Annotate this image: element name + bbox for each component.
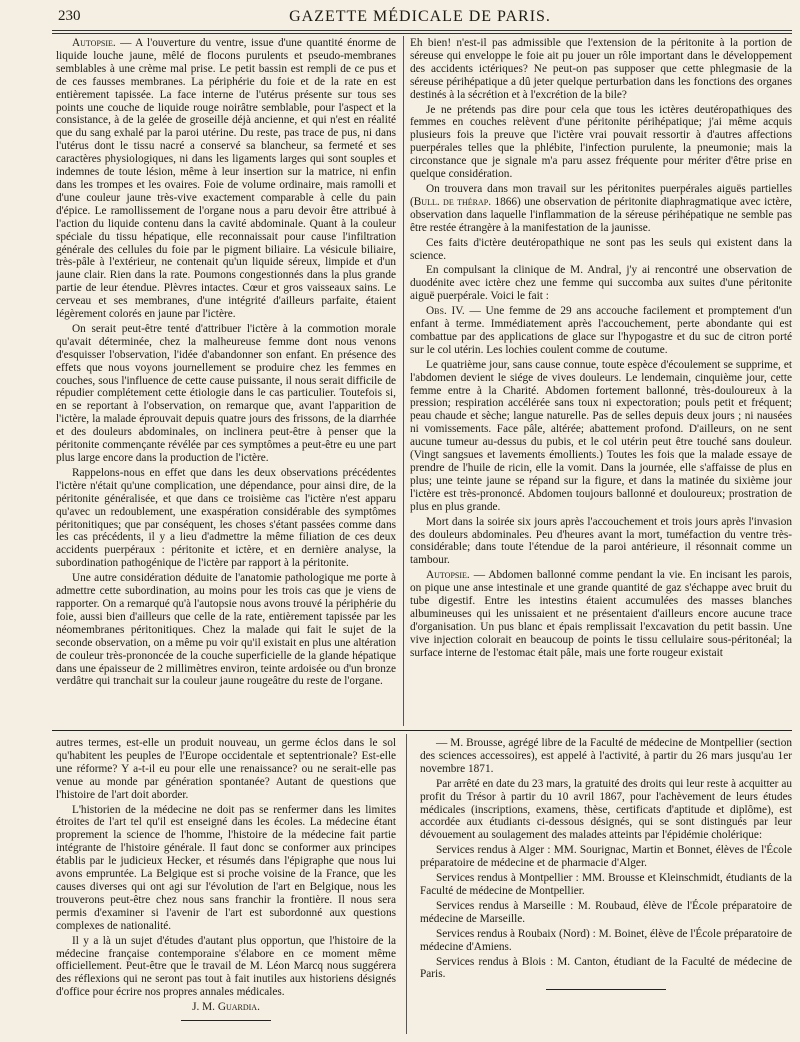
paragraph-autopsy [56,37,396,321]
news-item: Services rendus à Blois : M. Canton, étudiant de la Faculté de médecine de Paris. [420,955,792,981]
paragraph-text: — A l'ouverture du ventre, issue d'une quantité énorme de liquide louche jaune, mêlé de flocons purulents et pseudo-membranes semblables à une crème mal prise. Le petit bassin est rempli de ce pus et de ces fausses membranes. La périphérie du foie et de la rate en est entièrement tapissée. La face interne de l'utérus présente sur tous ses points une couche de liquide rouge noirâtre semblable, pour l'aspect et la consistance, à de la gelée de groseille déjà ancienne, et qui n'est en réalité que du sang exhalé par la paroi utérine. Du reste, pas trace de pus, ni dans l'utérus dont le tissu nacré a conservé sa blancheur, sa fermeté et ses caractères physiologiques, ni dans les ligaments larges qui sont souples et indemnes de toute lésion, même à leur insertion sur la matrice, ni enfin dans les trompes et les ovaires. Foie de volume ordinaire, mais ramolli et d'une couleur jaune très-vive exactement comparable à celle du pain d'épice. Le ramollissement de l'organe nous a paru devoir être attribué à l'action du liquide contenu dans la cavité abdominale. Quant à la couleur spéciale du tissu hépatique, elle reconnaissait pour cause l'infiltration générale des cellules du foie par le pigment biliaire. La vésicule biliaire, très-pâle à l'extérieur, ne contenait qu'un liquide séreux, limpide et d'un jaune clair. Rien dans la rate. Poumons congestionnés dans la plus grande partie de leur étendue. Plèvres intactes. Cœur et gros vaisseaux sains. Le cerveau et ses membranes, d'une intégrité d'ailleurs parfaite, étaient légèrement colorés en jaune par l'ictère. [56,37,396,321]
article-column-left [56,37,396,725]
news-item: Par arrêté en date du 23 mars, la gratuité des droits qui leur reste à acquitter au profit du Trésor à partir du 10 avril 1867, pour l'achèvement de leurs études médicales (inscriptions, examens, thèse, certificats d'aptitude et diplôme), est accordée aux étudiants ci-dessous désignés, qui se sont distingués par leur dévouement au soulagement des malades atteints par l'épidémie cholérique: [420,777,792,842]
page-number: 230 [58,8,81,24]
header-rule-2 [52,33,792,34]
paragraph-text: On trouvera dans mon travail sur les péritonites puerpérales aiguës partielles ( [410,182,792,208]
author-signature: J. M. Guardia. [192,1001,260,1014]
paragraph: L'historien de la médecine ne doit pas se renfermer dans les limites étroites de l'art tel qu'il est enseigné dans les écoles. La médecine étant proprement la science de l'homme, l'histoire de la médecine fait partie intégrante de l'histoire générale. Il faut donc se conformer aux principes établis par le judicieux Hecker, et résumés dans l'épigraphe que nous lui avons empruntée. La Belgique est si proche voisine de la France, que les causes diverses qui ont agi sur l'évolution de l'art en Belgique, nous les trouverons peut-être chez nous sans franchir la frontière. Il nous sera permis d'examiner si l'avenir de l'art est subordonné aux questions complexes de nationalité. [56,803,396,932]
paragraph-text: — Abdomen ballonné comme pendant la vie. En incisant les parois, on pique une anse intestinale et une grande quantité de gaz s'échappe avec bruit du tube digestif. Entre les intestins étaient accumulées des masses blanches albumineuses qui les unissaient et ne présentaient d'ailleurs encore aucune trace d'organisation. Un pus blanc et épais remplissait l'excavation du petit bassin. Une vive injection colorait en beaucoup de points le tissu cellulaire sous-péritonéal; la surface interne de l'estomac était pâle, mais une forte rougeur existait [410,569,792,659]
news-item: Services rendus à Alger : MM. Sourignac, Martin et Bonnet, élèves de l'École préparatoire de médecine et de pharmacie d'Alger. [420,844,792,870]
paragraph: Il y a là un sujet d'études d'autant plus opportun, que l'histoire de la médecine française contemporaine s'élabore en ce moment même officiellement. Peut-être que le travail de M. Léon Marcq nous suggérera des réflexions qui ne seront pas tout à fait inutiles aux historiens désignés d'office pour écrire nos propres annales médicales. [56,934,396,999]
end-rule [546,989,666,990]
paragraph-reference [410,183,792,235]
observation-label: Obs. IV. [426,305,465,318]
news-item: Services rendus à Montpellier : MM. Brousse et Kleinschmidt, étudiants de la Faculté de médecine de Montpellier. [420,872,792,897]
news-item: Services rendus à Marseille : M. Roubaud, élève de l'École préparatoire de médecine de Marseille. [420,899,792,925]
paragraph: On serait peut-être tenté d'attribuer l'ictère à la commotion morale qu'avait déterminée, chez la malheureuse femme dont nous venons d'esquisser l'observation, l'idée d'abandonner son enfant. En présence des effets que nous voyons journellement se produire chez les femmes en couches, sous l'influence de cette cause puissante, il nous serait difficile de répudier complétement cette étiologie dans le cas particulier. Toutefois si, en se reportant à l'observation, on remarque que, avant l'apparition de l'ictère, la malade éprouvait depuis quatre jours des frissons, de la diarrhée et des douleurs abdominales, on inclinera peut-être à penser que la péritonite commençante révélée par ces symptômes a peut-être eu une part plus large encore dans la production de l'ictère. [56,322,396,464]
paragraph: autres termes, est-elle un produit nouveau, un germe éclos dans le sol qu'habitent les peuples de l'Europe occidentale et septentrionale? Est-elle une réforme? Y a-t-il eu pour elle une renaissance? ou ne serait-elle pas venue au monde par génération spontanée? Autant de questions que l'histoire de l'art doit aborder. [56,737,396,801]
autopsy-label: Autopsie. [72,37,116,49]
journal-title: GAZETTE MÉDICALE DE PARIS. [289,8,551,25]
paragraph: Mort dans la soirée six jours après l'accouchement et trois jours après l'invasion des douleurs abdominales. Peu d'heures avant la mort, tuméfaction du ventre très-considérable; dans toute l'étendue de la paroi antérieure, il résonnait comme un tambour. [410,515,792,567]
news-item: — M. Brousse, agrégé libre de la Faculté de médecine de Montpellier (section des sciences accessoires), est appelé à l'activité, à partir du 26 mars jusqu'au 1er novembre 1871. [420,737,792,775]
paragraph-observation [410,305,792,357]
news-item: Services rendus à Roubaix (Nord) : M. Boinet, élève de l'École préparatoire de médecine d'Amiens. [420,927,792,953]
paragraph: Ces faits d'ictère deutéropathique ne sont pas les seuls qui existent dans la science. [410,236,792,262]
paragraph-text: — Une femme de 29 ans accouche facilement et promptement d'un enfant à terme. Immédiatement après l'accouchement, perte abondante qui est combattue par des applications de glace sur l'hypogastre et du suc de citron porté sur le col utérin. Les lochies coulent comme de coutume. [410,305,792,356]
header-rule [52,30,792,31]
paragraph: Une autre considération déduite de l'anatomie pathologique me porte à admettre cette subordination, au moins pour les trois cas que je viens de rapporter. On a remarqué qu'à l'autopsie nous avons trouvé la périphérie du foie, aussi bien d'ailleurs que celle de la rate, entièrement tapissée par les néomembranes péritonitiques. Chez la malade qui fait le sujet de la seconde observation, on a même pu voir qu'il existait en plus une altération de couleur très-prononcée de la couche superficielle de la glande hépatique dans une épaisseur de 2 millimètres environ, teinte ardoisée ou d'un bronze verdâtre qui tranchait sur la couleur jaune rougeâtre du reste de l'organe. [56,572,396,688]
journal-reference: Bull. de thérap. [413,195,492,208]
end-rule [181,1020,271,1021]
article-column-right [410,37,792,725]
paragraph-text: 1866) une observation de péritonite diaphragmatique avec ictère, observation dans laquelle l'inflammation de la séreuse périhépatique ne semble pas être restée étrangère à la manifestation de la jaunisse. [410,195,792,234]
paragraph: Je ne prétends pas dire pour cela que tous les ictères deutéropathiques des femmes en couches relèvent d'une péritonite périhépatique; j'ai même acquis plusieurs fois la preuve que l'ictère vrai pouvait ressortir à d'autres affections puerpérales telles que la phlébite, l'infection purulente, la pneumonie; mais la circonstance que je signale m'a paru assez fréquente pour mériter d'être prise en quelque considération. [410,103,792,181]
paragraph: Eh bien! n'est-il pas admissible que l'extension de la péritonite à la portion de séreuse qui enveloppe le foie ait pu jouer un rôle important dans le développement des accidents ictériques? Ne peut-on pas supposer que cette phlegmasie de la séreuse périhépatique a dû jeter quelque perturbation dans les fonctions des organes destinés à la sécrétion et à l'excrétion de la bile? [410,37,792,101]
paragraph-autopsy [410,569,792,659]
paragraph: Le quatrième jour, sans cause connue, toute espèce d'écoulement se supprime, et l'abdomen devient le siége de vives douleurs. Le lendemain, cinquième jour, cette femme entre à la Charité. Abdomen fortement ballonné, très-douloureux à la pression; respiration accélérée sans toux ni expectoration; pouls petit et fréquent; peau chaude et sèche; langue naturelle. Pas de selles depuis deux jours ; ni nausées ni vomissements. Face pâle, altérée; abattement profond. D'ailleurs, on ne sent aucune tumeur au-dessus du pubis, et le col utérin peut être touché sans douleur. (Vingt sangsues et lavements émollients.) Toutes les fois que la malade essaye de prendre de l'huile de ricin, elle la vomit. Dans la journée, elle s'affaisse de plus en plus; une teinte jaune se répand sur la figure, et dans la matinée du sixième jour l'ictère est très-prononcé. Abdomen toujours ballonné et douloureux; prostration de plus en plus grande. [410,358,792,513]
paragraph: En compulsant la clinique de M. Andral, j'y ai rencontré une observation de duodénite avec ictère chez une femme qui succomba aux suites d'une péritonite aiguë puerpérale. Voici le fait : [410,264,792,303]
column-divider [403,36,404,726]
feuilleton-column [56,737,396,1037]
news-column [420,737,792,1037]
column-divider-bottom [406,734,407,1034]
section-divider [52,730,792,731]
paragraph: Rappelons-nous en effet que dans les deux observations précédentes l'ictère n'était qu'une complication, une dépendance, pour ainsi dire, de la péritonite généralisée, et que dans ce troisième cas l'ictère n'est apparu qu'avec un redoublement, une exaspération considérable des symptômes péritonitiques; que par conséquent, les choses s'étant passées comme dans les cas précédents, il y a lieu d'admettre la même filiation de ces deux accidents puerpéraux : péritonite et ictère, et en dernière analyse, la subordination pathogénique de l'ictère par rapport à la péritonite. [56,466,396,570]
autopsy-label: Autopsie. [426,569,470,582]
page-header [48,6,792,32]
